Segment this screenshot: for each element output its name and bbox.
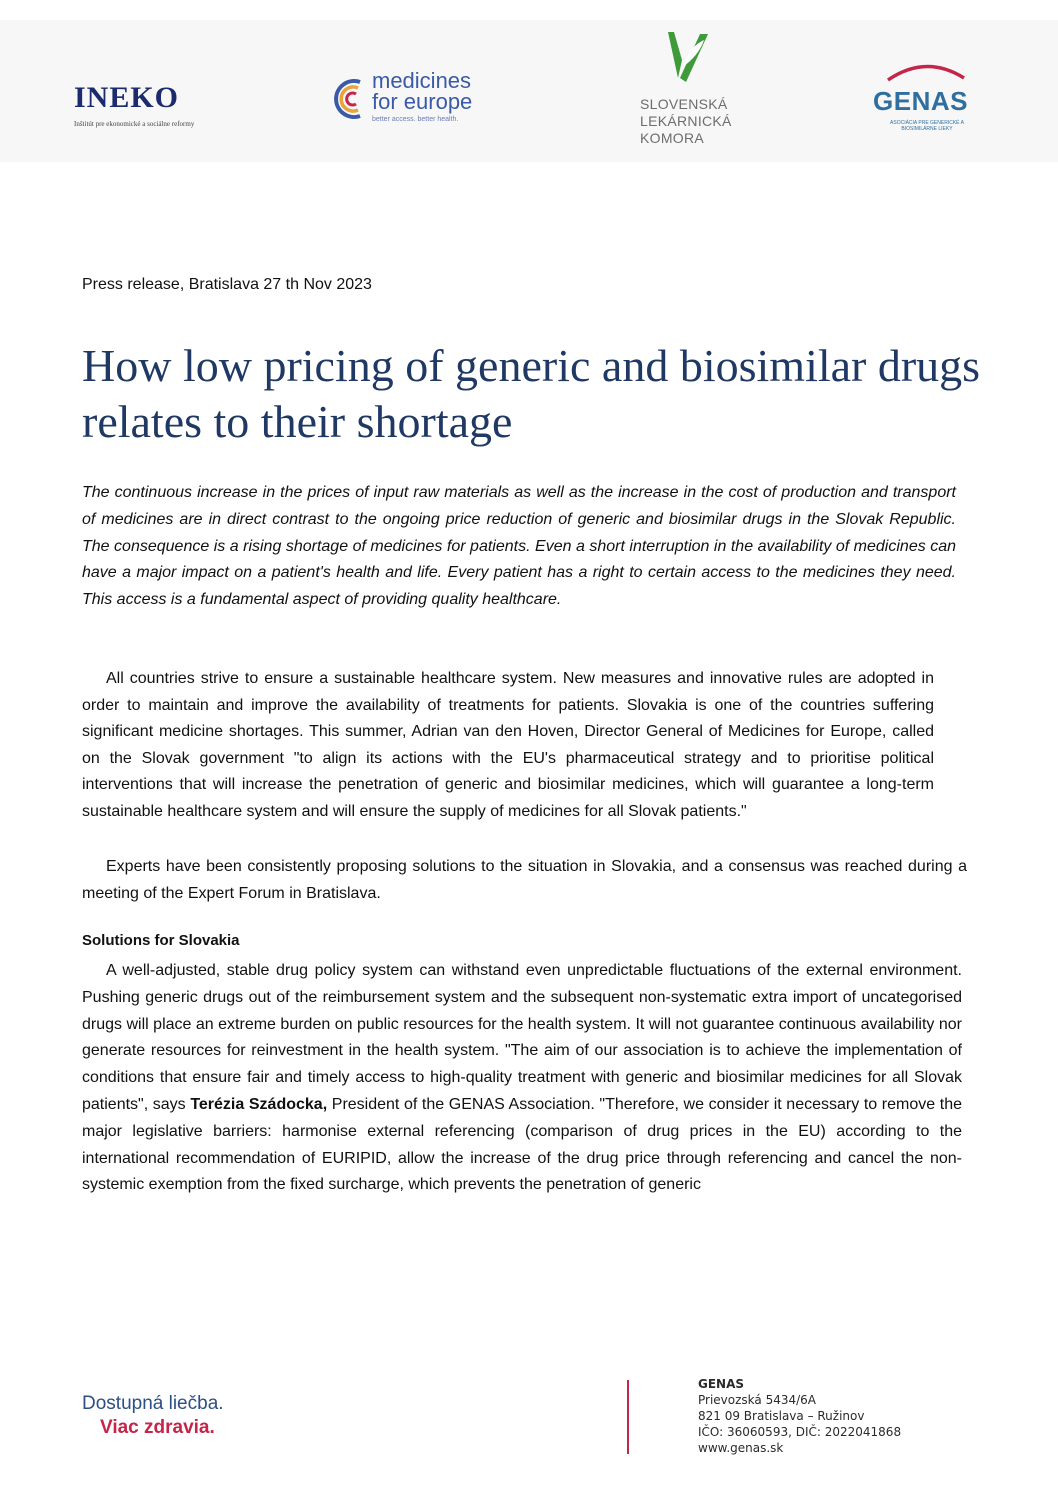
section-body-paragraph — [82, 958, 962, 1199]
mfe-logo-line1: medicines — [372, 68, 472, 93]
slk-leaf-check-icon — [662, 30, 714, 84]
lead-paragraph: The continuous increase in the prices of input raw materials as well as the increase in the cost of production and transport of medicines are in direct contrast to the ongoing price reduction of generic and biosimilar drugs in the Slovak Republic. The consequence is a rising shortage of medicines for patients. Even a short interruption in the availability of medicines can have a major impact on a patient's health and life. Every patient has a right to certain access to the medicines they need. This access is a fundamental aspect of providing quality healthcare. — [82, 484, 956, 609]
press-release-dateline: Press release, Bratislava 27 th Nov 2023 — [82, 276, 372, 293]
genas-logo — [870, 60, 980, 140]
genas-logo-subtitle: ASOCIÁCIA PRE GENERICKÉ A BIOSIMILÁRNE LIEKY — [890, 120, 964, 132]
footer-tagline-line2: Viac zdravia. — [100, 1417, 215, 1438]
footer-org-name: GENAS — [698, 1377, 745, 1391]
footer-address-block — [698, 1376, 901, 1456]
speaker-name: Terézia Szádocka, — [190, 1095, 328, 1113]
slk-logo-line3: KOMORA — [640, 130, 705, 146]
footer-street: Prievozská 5434/6A — [698, 1393, 817, 1407]
slk-logo-line2: LEKÁRNICKÁ — [640, 113, 732, 129]
mfe-logo-line2: for europe — [372, 89, 473, 114]
footer-ids: IČO: 36060593, DIČ: 2022041868 — [698, 1425, 902, 1439]
footer-divider — [627, 1380, 629, 1454]
section-heading: Solutions for Slovakia — [82, 932, 240, 949]
ineko-logo-wordmark: INEKO — [74, 81, 180, 114]
body-paragraph-2: Experts have been consistently proposing solutions to the situation in Slovakia, and a consensus was reached during a meeting of the Expert Forum in Bratislava. — [82, 858, 967, 902]
slk-logo-line1: SLOVENSKÁ — [640, 96, 728, 112]
page-title: How low pricing of generic and biosimilar drugs relates to their shortage — [82, 340, 981, 447]
footer-tagline-line1: Dostupná liečba. — [82, 1393, 224, 1414]
genas-logo-wordmark: GENAS — [873, 86, 968, 116]
footer-website: www.genas.sk — [698, 1441, 784, 1455]
genas-arc-icon — [884, 60, 968, 82]
section-body-part2: President of the GENAS Association. "Therefore, we consider it necessary to remove the major legislative barriers: harmonise external referencing (comparison of drug prices in the EU) according to the international recommendation of EURIPID, allow the increase of the drug price through referencing and cancel the non-systemic exemption from the fixed surcharge, which prevents the penetration of generic — [82, 1095, 963, 1194]
medicines-for-europe-swirl-icon — [332, 76, 368, 122]
slovenska-lekarnicka-komora-logo — [640, 30, 740, 150]
footer-tagline — [82, 1392, 224, 1440]
ineko-logo — [74, 82, 194, 128]
section-body-part1: A well-adjusted, stable drug policy system can withstand even unpredictable fluctuations of the external environment. Pushing generic drugs out of the reimbursement system and the subsequent non-systematic extra import of uncategorised drugs will place an extreme burden on public resources for the health system. It will not guarantee continuous availability nor generate resources for reinvestment in the health system. "The aim of our association is to achieve the implementation of conditions that ensure fair and timely access to high-quality treatment with generic and biosimilar medicines for all Slovak patients", says — [82, 962, 962, 1113]
medicines-for-europe-logo — [332, 70, 502, 130]
mfe-logo-tagline: better access. better health. — [372, 116, 459, 123]
footer-city: 821 09 Bratislava – Ružinov — [698, 1409, 865, 1423]
ineko-logo-subtitle: Inštitút pre ekonomické a sociálne reformy — [74, 120, 195, 128]
body-paragraph-1: All countries strive to ensure a sustainable healthcare system. New measures and innovative rules are adopted in order to maintain and improve the availability of treatments for patients. Slovakia is one of the countries suffering significant medicine shortages. This summer, Adrian van den Hoven, Director General of Medicines for Europe, called on the Slovak government "to align its actions with the EU's pharmaceutical strategy and to prioritise political interventions that will increase the penetration of generic and biosimilar medicines, which will guarantee a long-term sustainable healthcare system and will ensure the supply of medicines for all Slovak patients." — [82, 670, 934, 820]
